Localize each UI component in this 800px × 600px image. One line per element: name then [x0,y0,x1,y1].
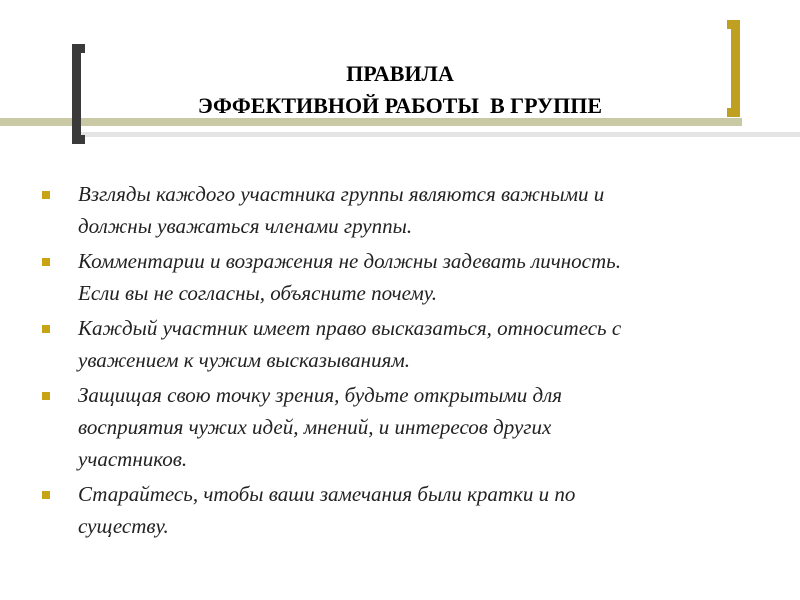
square-bullet-icon [42,258,50,266]
square-bullet-icon [42,491,50,499]
rule-text-line: должны уважаться членами группы. [78,214,413,238]
rules-list [42,178,782,545]
rule-item [42,312,782,376]
rule-text-line: Комментарии и возражения не должны задевать личность. [78,249,621,273]
rule-item [42,478,782,542]
rule-text-line: Старайтесь, чтобы ваши замечания были кратки и по [78,482,576,506]
rule-text-line: существу. [78,514,169,538]
title-line-2: ЭФФЕКТИВНОЙ РАБОТЫ В ГРУППЕ [197,93,603,118]
square-bullet-icon [42,392,50,400]
rule-text-line: Если вы не согласны, объясните почему. [78,281,438,305]
decorative-rule-gray [75,132,800,137]
rule-text-line: Взгляды каждого участника группы являются важными и [78,182,605,206]
rule-text-line: Защищая свою точку зрения, будьте открытыми для [78,383,563,407]
rule-item [42,245,782,309]
rule-text-line: уважением к чужим высказываниям. [78,348,410,372]
title-line-1: ПРАВИЛА [346,61,454,86]
rule-text-line: Каждый участник имеет право высказаться, относитесь с [78,316,622,340]
rule-text-line: участников. [78,447,188,471]
slide-title [0,58,800,122]
rule-item [42,178,782,242]
square-bullet-icon [42,191,50,199]
rule-item [42,379,782,475]
square-bullet-icon [42,325,50,333]
rule-text-line: восприятия чужих идей, мнений, и интересов других [78,415,552,439]
